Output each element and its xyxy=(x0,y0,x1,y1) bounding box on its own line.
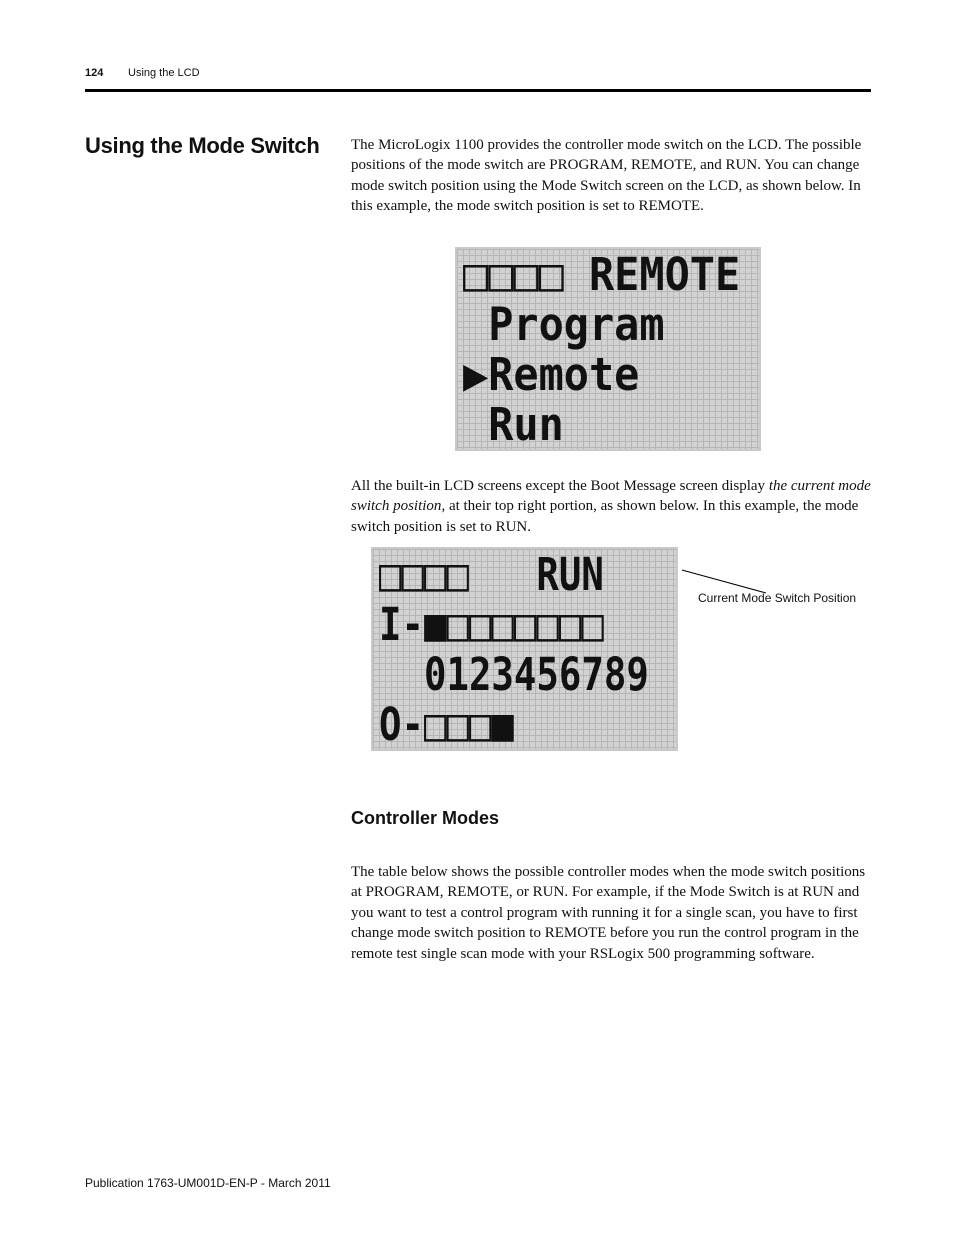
lcd-line-2: Program xyxy=(463,298,665,351)
footer-publication: Publication 1763-UM001D-EN-P - March 2011 xyxy=(85,1176,331,1190)
lcd-mode-switch-screen xyxy=(455,247,761,451)
subsection-title: Controller Modes xyxy=(351,808,500,828)
intro-paragraph: The MicroLogix 1100 provides the controller mode switch on the LCD. The possible positions of the mode switch are PROGRAM, REMOTE, and RUN. You can change mode switch position using the Mode Switch screen on the LCD, as shown below. In this example, the mode switch position is set to REMOTE. xyxy=(351,137,862,215)
lcd-line-1: □□□□ REMOTE xyxy=(463,248,741,301)
lcd-line-4: O-□□□■ xyxy=(379,698,514,751)
lcd-text-after: , at their top right portion, as shown below. In this example, the mode switch position is set to RUN. xyxy=(351,498,859,535)
header-divider xyxy=(85,89,871,92)
lcd-line-3: ▶Remote xyxy=(463,348,640,401)
lcd-line-2: I-■□□□□□□□ xyxy=(379,598,604,651)
lcd-line-3: 0123456789 xyxy=(379,648,649,701)
lcd-status-screen xyxy=(371,547,678,751)
callout-label: Current Mode Switch Position xyxy=(698,591,857,605)
lcd-text-emphasis: the current mode switch position xyxy=(351,478,871,515)
header-section-title: Using the LCD xyxy=(128,67,200,79)
controller-modes-paragraph: The table below shows the possible controller modes when the mode switch positions at PROGRAM, REMOTE, or RUN. For example, if the Mode Switch is at RUN and you want to test a control program with running it for a single scan, you have to first change mode switch position to REMOTE before you run the control program in the remote test single scan mode with your RSLogix 500 programming software. xyxy=(351,864,866,962)
section-title: Using the Mode Switch xyxy=(85,133,320,158)
lcd-text-before: All the built-in LCD screens except the Boot Message screen display xyxy=(351,478,769,494)
lcd-description-paragraph xyxy=(351,476,871,537)
lcd-line-1: □□□□ RUN xyxy=(379,548,604,601)
lcd-line-4: Run xyxy=(463,398,564,451)
page-number: 124 xyxy=(85,67,104,79)
